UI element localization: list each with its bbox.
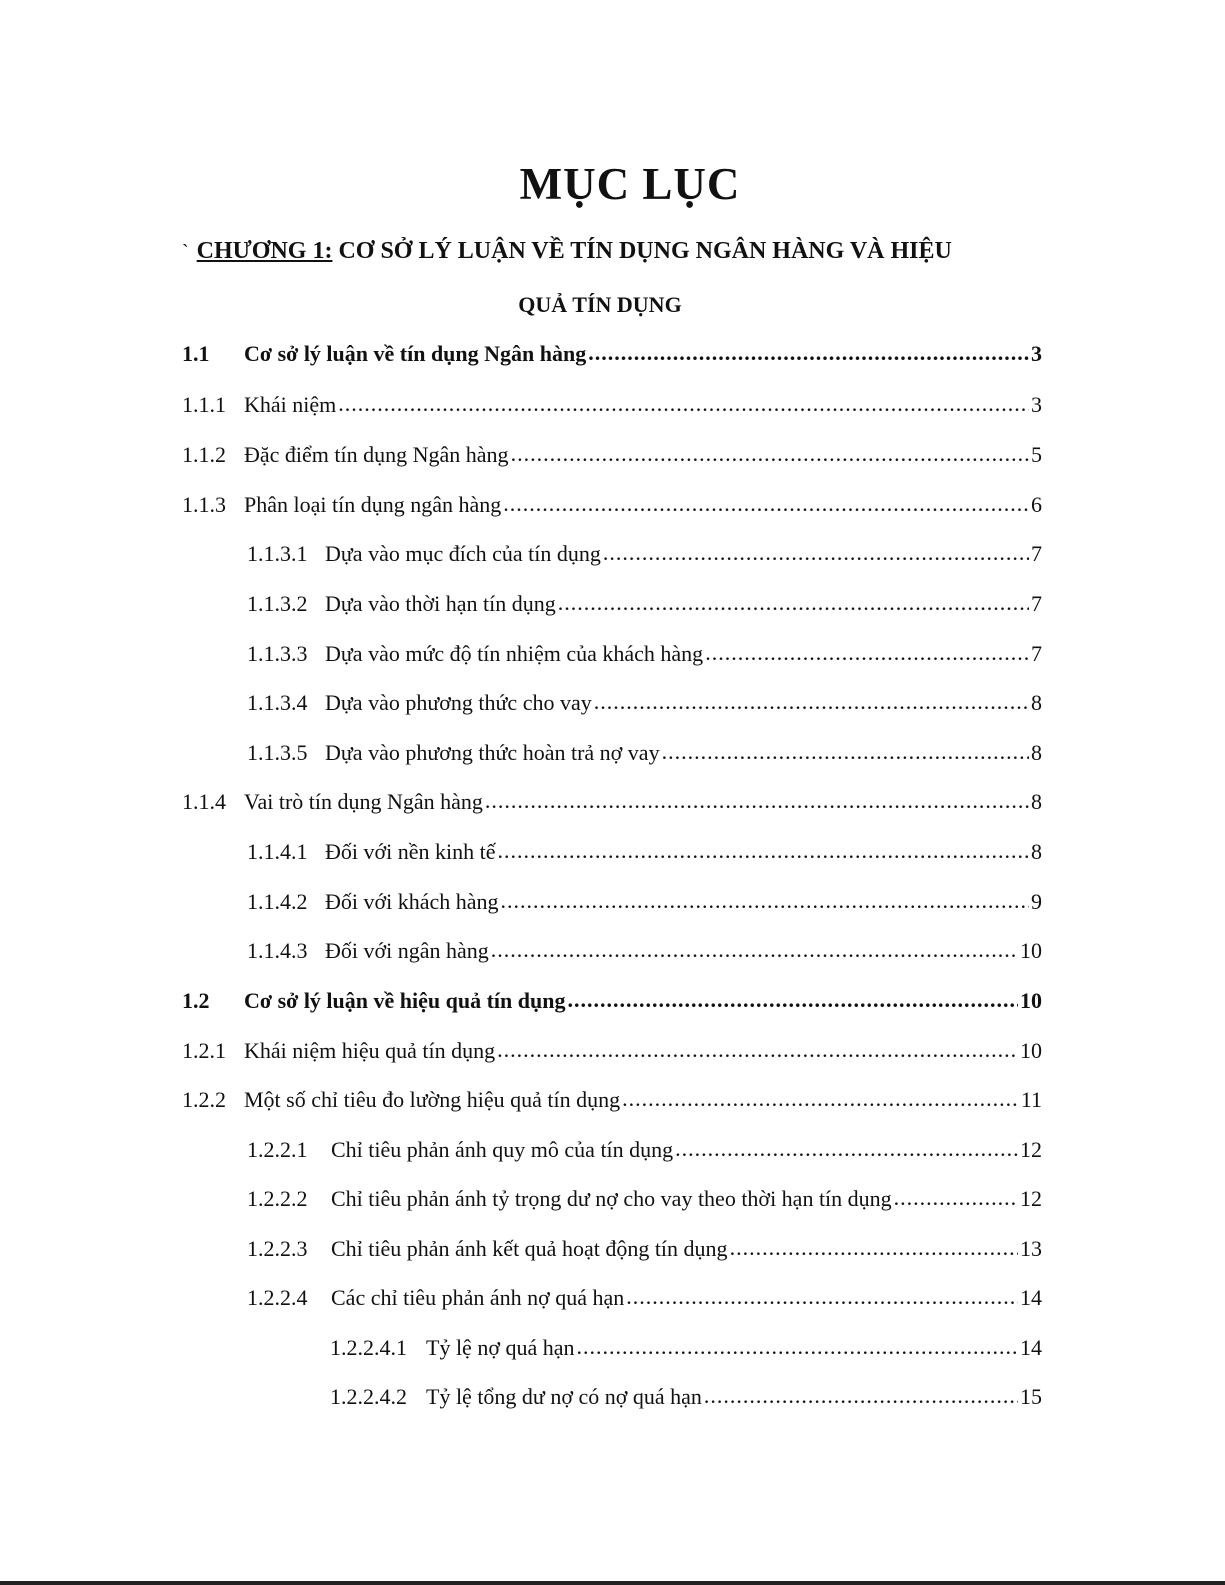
toc-entry[interactable] — [247, 590, 1042, 618]
toc-entry-number: 1.2.2.2 — [247, 1186, 308, 1211]
toc-leader-dots — [704, 1382, 1018, 1410]
toc-entry[interactable] — [182, 1086, 1042, 1114]
toc-leader-dots — [662, 738, 1029, 766]
toc-entry-page: 8 — [1031, 789, 1042, 814]
toc-entry-page: 12 — [1020, 1186, 1042, 1211]
toc-entry-title: Phân loại tín dụng ngân hàng — [244, 492, 502, 517]
toc-entry-title: Dựa vào phương thức cho vay — [325, 690, 592, 715]
toc-leader-dots — [894, 1184, 1018, 1212]
toc-entry-title: Khái niệm hiệu quả tín dụng — [244, 1038, 496, 1063]
toc-entry[interactable] — [247, 689, 1042, 717]
toc-leader-dots — [501, 887, 1029, 915]
toc-entry-page: 7 — [1031, 641, 1042, 666]
toc-entry[interactable] — [247, 1185, 1042, 1213]
toc-leader-dots — [498, 837, 1030, 865]
toc-entry-number: 1.1.4.3 — [247, 938, 308, 963]
toc-leader-dots — [497, 1036, 1018, 1064]
toc-entry-title: Đối với ngân hàng — [325, 938, 489, 963]
toc-entry-page: 3 — [1031, 392, 1042, 417]
toc-entry-number: 1.2 — [182, 988, 210, 1013]
toc-leader-dots — [503, 490, 1029, 518]
chapter-title-line1: CƠ SỞ LÝ LUẬN VỀ TÍN DỤNG NGÂN HÀNG VÀ HIỆU — [338, 238, 952, 264]
toc-entry-page: 11 — [1020, 1087, 1042, 1112]
toc-leader-dots — [603, 539, 1029, 567]
toc-entry-title: Chỉ tiêu phản ánh quy mô của tín dụng — [331, 1137, 674, 1162]
toc-entry-number: 1.2.1 — [182, 1038, 226, 1063]
toc-entry-page: 12 — [1020, 1137, 1042, 1162]
toc-entry-number: 1.2.2.4.1 — [330, 1335, 407, 1360]
toc-leader-dots — [511, 440, 1029, 468]
toc-leader-dots — [626, 1283, 1018, 1311]
toc-entry-number: 1.2.2.4.2 — [330, 1384, 407, 1409]
toc-entry-number: 1.1.4.1 — [247, 839, 308, 864]
toc-entry[interactable] — [247, 937, 1042, 965]
toc-entry-page: 3 — [1031, 341, 1042, 366]
toc-entry-title: Vai trò tín dụng Ngân hàng — [244, 789, 483, 814]
page-title: MỤC LỤC — [519, 159, 741, 209]
toc-entry-number: 1.1.4 — [182, 789, 226, 814]
toc-entry-number: 1.1.1 — [182, 392, 226, 417]
toc-entry-number: 1.1.4.2 — [247, 889, 308, 914]
toc-leader-dots — [576, 1333, 1018, 1361]
toc-entry-page: 7 — [1031, 591, 1042, 616]
toc-entry[interactable] — [182, 391, 1042, 419]
toc-entry-page: 8 — [1031, 740, 1042, 765]
toc-entry[interactable] — [330, 1383, 1042, 1411]
toc-entry-title: Dựa vào thời hạn tín dụng — [325, 591, 556, 616]
toc-entry-page: 9 — [1031, 889, 1042, 914]
toc-entry[interactable] — [182, 1037, 1042, 1065]
toc-leader-dots — [675, 1135, 1018, 1163]
toc-entry-title: Đối với khách hàng — [325, 889, 499, 914]
toc-entry-number: 1.2.2.4 — [247, 1285, 308, 1310]
toc-entry-title: Dựa vào phương thức hoàn trả nợ vay — [325, 740, 660, 765]
toc-entry-number: 1.1.2 — [182, 442, 226, 467]
bullet-mark-icon: ˋ — [182, 241, 189, 263]
toc-leader-dots — [594, 688, 1029, 716]
toc-entry-title: Dựa vào mức độ tín nhiệm của khách hàng — [325, 641, 704, 666]
toc-entry-page: 6 — [1031, 492, 1042, 517]
toc-entry[interactable] — [247, 888, 1042, 916]
toc-leader-dots — [567, 986, 1018, 1014]
toc-entry-title: Các chỉ tiêu phản ánh nợ quá hạn — [331, 1285, 625, 1310]
toc-leader-dots — [338, 390, 1029, 418]
toc-entry[interactable] — [182, 340, 1042, 368]
toc-entry-page: 10 — [1020, 1038, 1042, 1063]
toc-entry-number: 1.2.2 — [182, 1087, 226, 1112]
toc-entry[interactable] — [247, 1235, 1042, 1263]
toc-leader-dots — [558, 589, 1029, 617]
toc-entry-page: 14 — [1020, 1335, 1042, 1360]
toc-leader-dots — [485, 787, 1029, 815]
toc-entry[interactable] — [182, 987, 1042, 1015]
toc-entry[interactable] — [330, 1334, 1042, 1362]
toc-entry-title: Chỉ tiêu phản ánh tỷ trọng dư nợ cho vay theo thời hạn tín dụng — [331, 1186, 892, 1211]
toc-entry-title: Khái niệm — [244, 392, 337, 417]
chapter-title-line2: QUẢ TÍN DỤNG — [518, 292, 682, 317]
toc-entry-page: 8 — [1031, 690, 1042, 715]
toc-entry[interactable] — [247, 540, 1042, 568]
toc-entry-page: 7 — [1031, 541, 1042, 566]
toc-entry[interactable] — [247, 1284, 1042, 1312]
toc-entry-page: 10 — [1020, 938, 1042, 963]
toc-entry-title: Một số chỉ tiêu đo lường hiệu quả tín dụng — [244, 1087, 621, 1112]
toc-leader-dots — [491, 936, 1018, 964]
toc-entry-number: 1.1.3 — [182, 492, 226, 517]
toc-entry-title: Dựa vào mục đích của tín dụng — [325, 541, 601, 566]
toc-entry[interactable] — [247, 1136, 1042, 1164]
toc-entry[interactable] — [182, 491, 1042, 519]
toc-entry-number: 1.1.3.5 — [247, 740, 308, 765]
toc-entry-number: 1.2.2.3 — [247, 1236, 308, 1261]
toc-leader-dots — [730, 1234, 1018, 1262]
toc-entry-title: Đối với nền kinh tế — [325, 839, 496, 864]
toc-entry-title: Tỷ lệ nợ quá hạn — [426, 1335, 575, 1360]
toc-entry-number: 1.1.3.3 — [247, 641, 308, 666]
toc-entry-title: Cơ sở lý luận về hiệu quả tín dụng — [244, 988, 566, 1013]
toc-entry-title: Cơ sở lý luận về tín dụng Ngân hàng — [244, 341, 587, 366]
toc-entry-page: 14 — [1020, 1285, 1042, 1310]
toc-entry-number: 1.1.3.2 — [247, 591, 308, 616]
toc-leader-dots — [588, 339, 1029, 367]
toc-entry-number: 1.2.2.1 — [247, 1137, 308, 1162]
toc-entry[interactable] — [247, 640, 1042, 668]
toc-entry-page: 10 — [1020, 988, 1042, 1013]
toc-leader-dots — [622, 1085, 1019, 1113]
toc-entry-page: 15 — [1020, 1384, 1042, 1409]
toc-entry-title: Chỉ tiêu phản ánh kết quả hoạt động tín dụng — [331, 1236, 728, 1261]
toc-entry[interactable] — [182, 441, 1042, 469]
toc-entry-page: 13 — [1020, 1236, 1042, 1261]
page-bottom-edge — [0, 1581, 1225, 1585]
toc-entry-page: 8 — [1031, 839, 1042, 864]
toc-entry[interactable] — [247, 838, 1042, 866]
toc-entry[interactable] — [182, 788, 1042, 816]
toc-leader-dots — [705, 639, 1029, 667]
toc-entry-number: 1.1.3.4 — [247, 690, 308, 715]
toc-entry-number: 1.1.3.1 — [247, 541, 308, 566]
toc-entry-title: Đặc điểm tín dụng Ngân hàng — [244, 442, 509, 467]
toc-entry-title: Tỷ lệ tổng dư nợ có nợ quá hạn — [426, 1384, 702, 1409]
toc-entry[interactable] — [247, 739, 1042, 767]
chapter-label: CHƯƠNG 1: — [196, 238, 333, 264]
toc-entry-page: 5 — [1031, 442, 1042, 467]
toc-entry-number: 1.1 — [182, 341, 210, 366]
